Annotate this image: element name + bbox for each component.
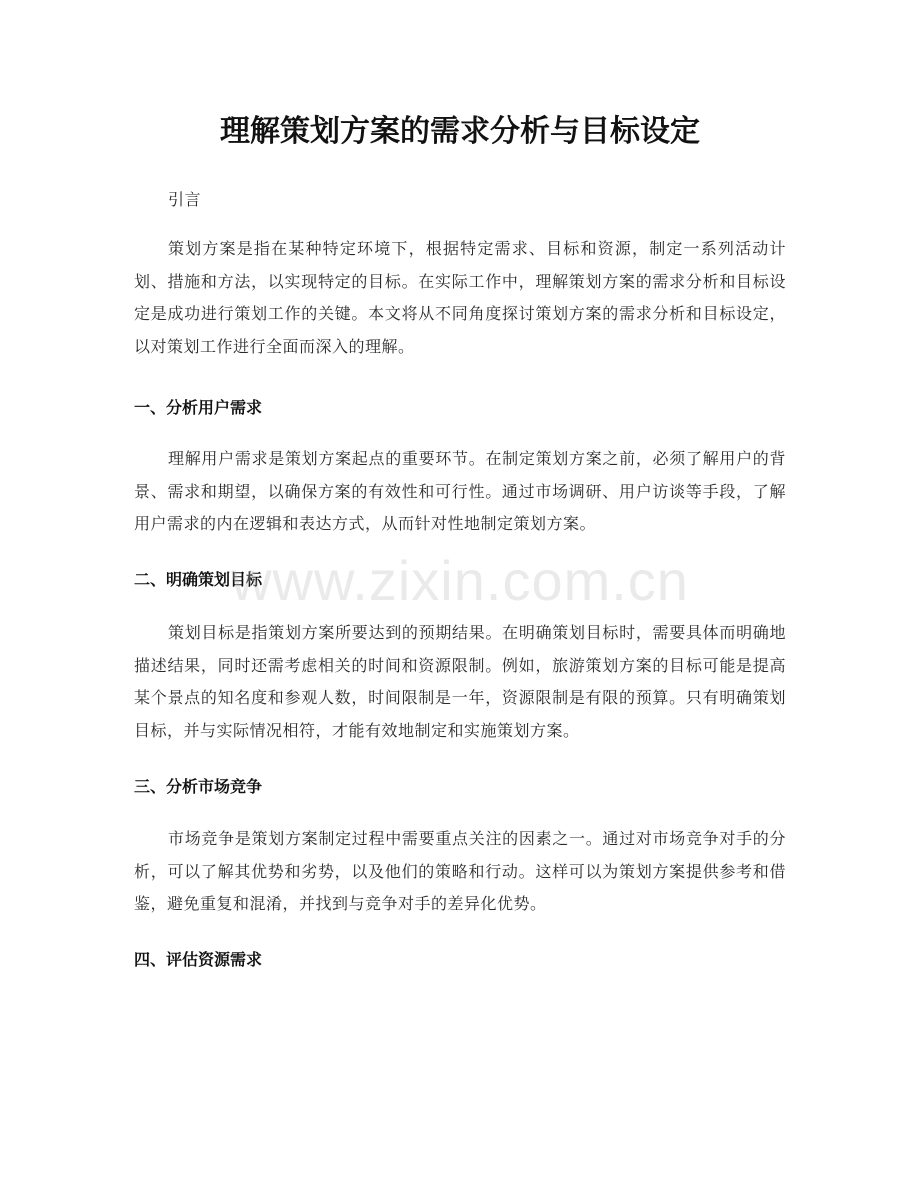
section-heading-2: 二、明确策划目标 — [134, 570, 263, 589]
intro-label: 引言 — [168, 190, 202, 209]
section-paragraph-2: 策划目标是指策划方案所要达到的预期结果。在明确策划目标时，需要具体而明确地描述结果，同时还需考虑相关的时间和资源限制。例如，旅游策划方案的目标可能是提高某个景点的知名度和参观人数，时间限制是一年，资源限制是有限的预算。只有明确策划目标，并与实际情况相符，才能有效地制定和实施策划方案。 — [134, 623, 786, 740]
section-paragraph-3: 市场竞争是策划方案制定过程中需要重点关注的因素之一。通过对市场竞争对手的分析，可以了解其优势和劣势，以及他们的策略和行动。这样可以为策划方案提供参考和借鉴，避免重复和混淆，并找到与竞争对手的差异化优势。 — [134, 829, 786, 913]
section-heading-4: 四、评估资源需求 — [134, 950, 263, 969]
document-title: 理解策划方案的需求分析与目标设定 — [220, 114, 700, 149]
section-paragraph-1: 理解用户需求是策划方案起点的重要环节。在制定策划方案之前，必须了解用户的背景、需求和期望，以确保方案的有效性和可行性。通过市场调研、用户访谈等手段，了解用户需求的内在逻辑和表达方式，从而针对性地制定策划方案。 — [134, 449, 786, 533]
intro-paragraph: 策划方案是指在某种特定环境下，根据特定需求、目标和资源，制定一系列活动计划、措施和方法，以实现特定的目标。在实际工作中，理解策划方案的需求分析和目标设定是成功进行策划工作的关键。本文将从不同角度探讨策划方案的需求分析和目标设定，以对策划工作进行全面而深入的理解。 — [134, 239, 786, 356]
section-heading-3: 三、分析市场竞争 — [134, 777, 263, 796]
section-heading-1: 一、分析用户需求 — [134, 398, 263, 417]
watermark: www.zixin.com.cn — [231, 549, 689, 612]
